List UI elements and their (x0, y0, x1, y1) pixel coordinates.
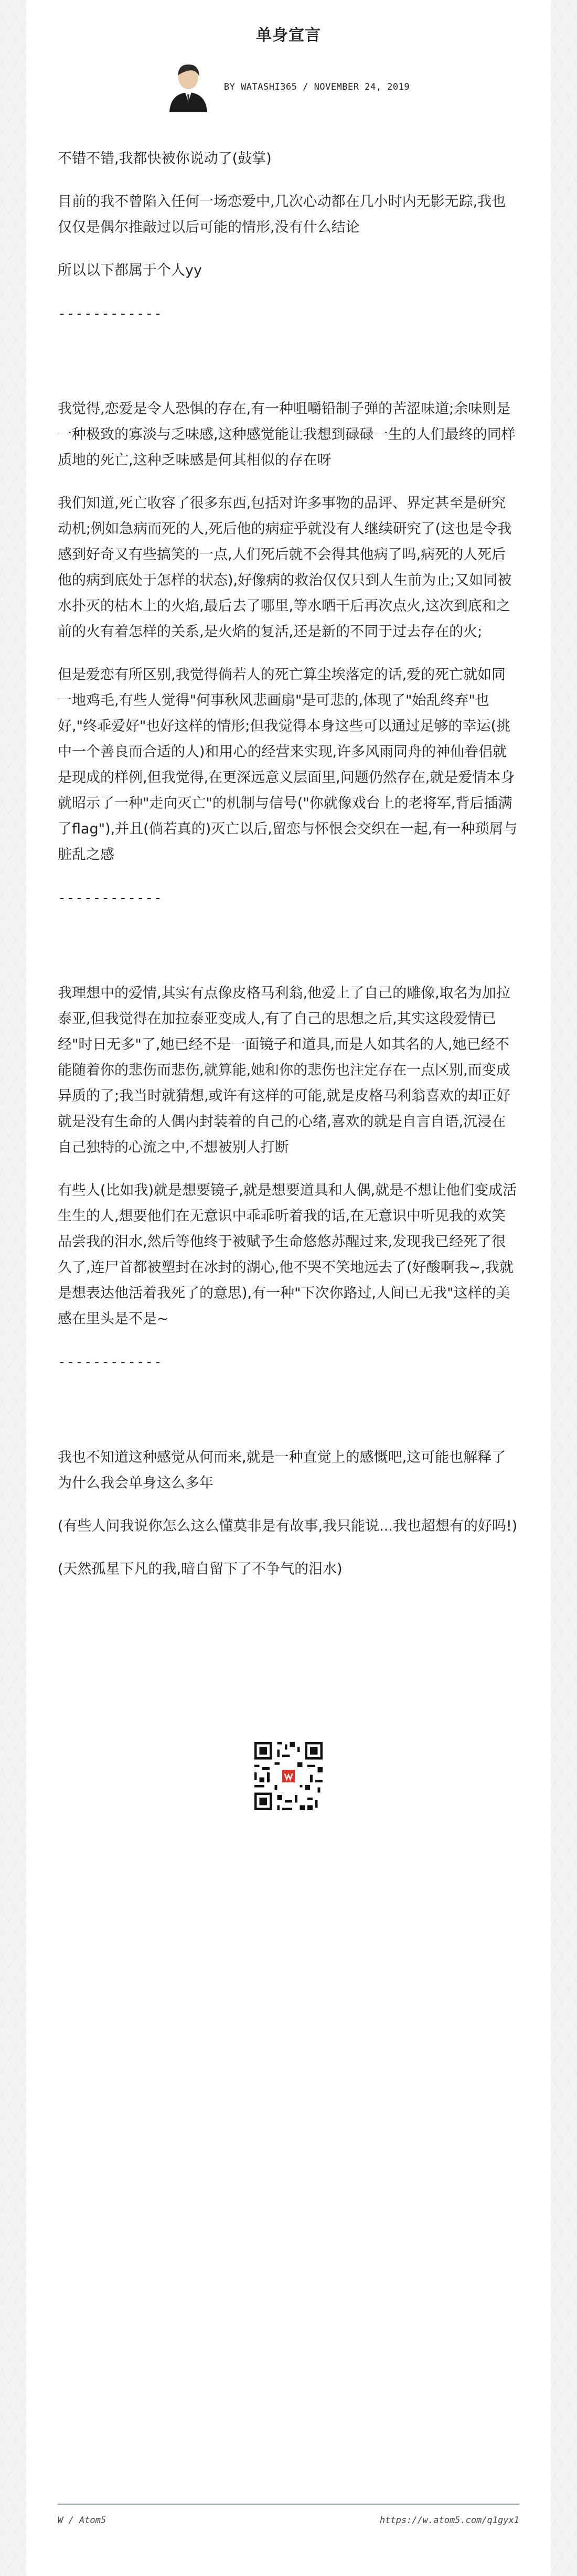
qr-section (58, 1739, 519, 1815)
footer-divider (58, 2504, 519, 2505)
paragraph: 所以以下都属于个人yy (58, 262, 202, 279)
qr-code-icon (252, 1739, 325, 1813)
section-divider: ------------ (58, 1354, 163, 1370)
paragraph: (有些人问我说你怎么这么懂莫非是有故事,我只能说...我也超想有的好吗!) (58, 1518, 518, 1534)
footer-site-name: W / Atom5 (58, 2515, 106, 2526)
paragraph: 目前的我不曾陷入任何一场恋爱中,几次心动都在几小时内无影无踪,我也仅仅是偶尔推敲过以后可能的情形,没有什么结论 (58, 194, 506, 236)
article-body (58, 146, 519, 1582)
avatar-icon (167, 62, 209, 112)
paragraph: 我们知道,死亡收容了很多东西,包括对许多事物的品评、界定甚至是研究动机;例如急病而死的人,死后他的病症乎就没有人继续研究了(这也是令我感到好奇又有些搞笑的一点,人们死后就不会得其他病了吗,病死的人死后他的病到底处于怎样的状态),好像病的救治仅仅只到人生前为止;又如同被水扑灭的枯木上的火焰,最后去了哪里,等水晒干后再次点火,这次到底和之前的火有着怎样的关系,是火焰的复活,还是新的不同于过去存在的火; (58, 495, 512, 640)
article-page (26, 0, 551, 2576)
page-footer (58, 2515, 519, 2526)
paragraph: 我也不知道这种感觉从何而来,就是一种直觉上的感慨吧,这可能也解释了为什么我会单身这么多年 (58, 1449, 506, 1491)
byline: BY WATASHI365 / NOVEMBER 24, 2019 (223, 82, 410, 92)
paragraph: 我理想中的爱情,其实有点像皮格马利翁,他爱上了自己的雕像,取名为加拉泰亚,但我觉得在加拉泰亚变成人,有了自己的思想之后,其实这段爱情已经"时日无多"了,她已经不是一面镜子和道具,而是人如其名的人,她已经不能随着你的悲伤而悲伤,就算能,她和你的悲伤也注定存在一点区别,而变成异质的了;我当时就猜想,或许有这样的可能,就是皮格马利翁喜欢的却正好就是没有生命的人偶内封装着的自己的心绪,喜欢的就是自言自语,沉浸在自己独特的心流之中,不想被别人打断 (58, 985, 511, 1156)
section-divider: ------------ (58, 890, 163, 906)
paragraph: 不错不错,我都快被你说动了(鼓掌) (58, 151, 272, 167)
paragraph: 有些人(比如我)就是想要镜子,就是想要道具和人偶,就是不想让他们变成活生生的人,想要他们在无意识中乖乖听着我的话,在无意识中听见我的欢笑品尝我的泪水,然后等他终于被赋予生命悠悠苏醒过来,发现我已经死了很久了,连尸首都被塑封在冰封的湖心,他不哭不笑地远去了(好酸啊我~,我就是想表达他活着我死了的意思),有一种"下次你路过,人间已无我"这样的美感在里头是不是~ (58, 1182, 517, 1327)
page-title: 单身宣言 (256, 26, 321, 45)
paragraph: 但是爱恋有所区别,我觉得倘若人的死亡算尘埃落定的话,爱的死亡就如同一地鸡毛,有些人觉得"何事秋风悲画扇"是可悲的,体现了"始乱终弃"也好,"终乖爱好"也好这样的情形;但我觉得本身这些可以通过足够的幸运(挑中一个善良而合适的人)和用心的经营来实现,许多风雨同舟的神仙眷侣就是现成的样例,但我觉得,在更深远意义层面里,问题仍然存在,就是爱情本身就昭示了一种"走向灭亡"的机制与信号("你就像戏台上的老将军,背后插满了flag"),并且(倘若真的)灭亡以后,留恋与怀恨会交织在一起,有一种琐屑与脏乱之感 (58, 667, 518, 863)
section-divider: ------------ (58, 306, 163, 322)
post-meta (58, 62, 519, 112)
footer-url-link[interactable]: https://w.atom5.com/q1gyx1 (379, 2515, 519, 2526)
paragraph: (天然孤星下凡的我,暗自留下了不争气的泪水) (58, 1561, 343, 1577)
paragraph: 我觉得,恋爱是令人恐惧的存在,有一种咀嚼铅制子弹的苦涩味道;余味则是一种极致的寡淡与乏味感,这种感觉能让我想到碌碌一生的人们最终的同样质地的死亡,这种乏味感是何其相似的存在呀 (58, 401, 516, 468)
